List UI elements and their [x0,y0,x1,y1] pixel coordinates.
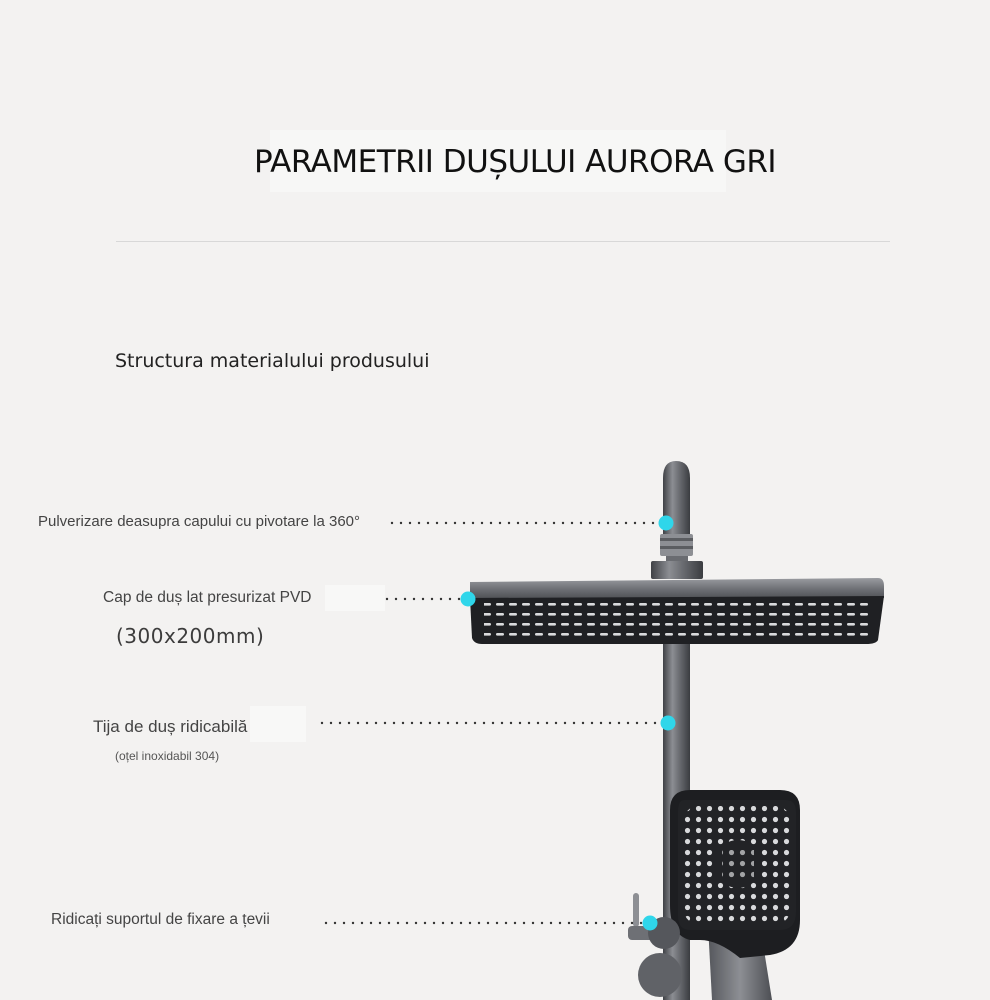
leader-shower-head [386,598,460,600]
rain-shower-head [470,578,884,644]
page-title: PARAMETRII DUȘULUI AURORA GRI [253,144,777,180]
overhead-arm [651,461,703,579]
marker-pipe-support [643,916,658,931]
leader-shower-rod [321,722,656,724]
callout-shower-rod: Tija de duș ridicabilă [93,717,248,736]
leader-overhead-spray [391,522,654,524]
marker-shower-head [461,592,476,607]
marker-shower-rod [661,716,676,731]
marker-overhead-spray [659,516,674,531]
callout-shower-head-size: (300x200mm) [116,624,265,648]
callout-pipe-support: Ridicați suportul de fixare a țevii [51,911,270,928]
callout-rod-material: (oțel inoxidabil 304) [115,749,220,763]
callout-shower-head: Cap de duș lat presurizat PVD [103,589,312,606]
section-heading: Structura materialului produsului [115,350,430,372]
callout-overhead-spray: Pulverizare deasupra capului cu pivotare la 360° [38,513,361,530]
leader-pipe-support [325,922,642,924]
